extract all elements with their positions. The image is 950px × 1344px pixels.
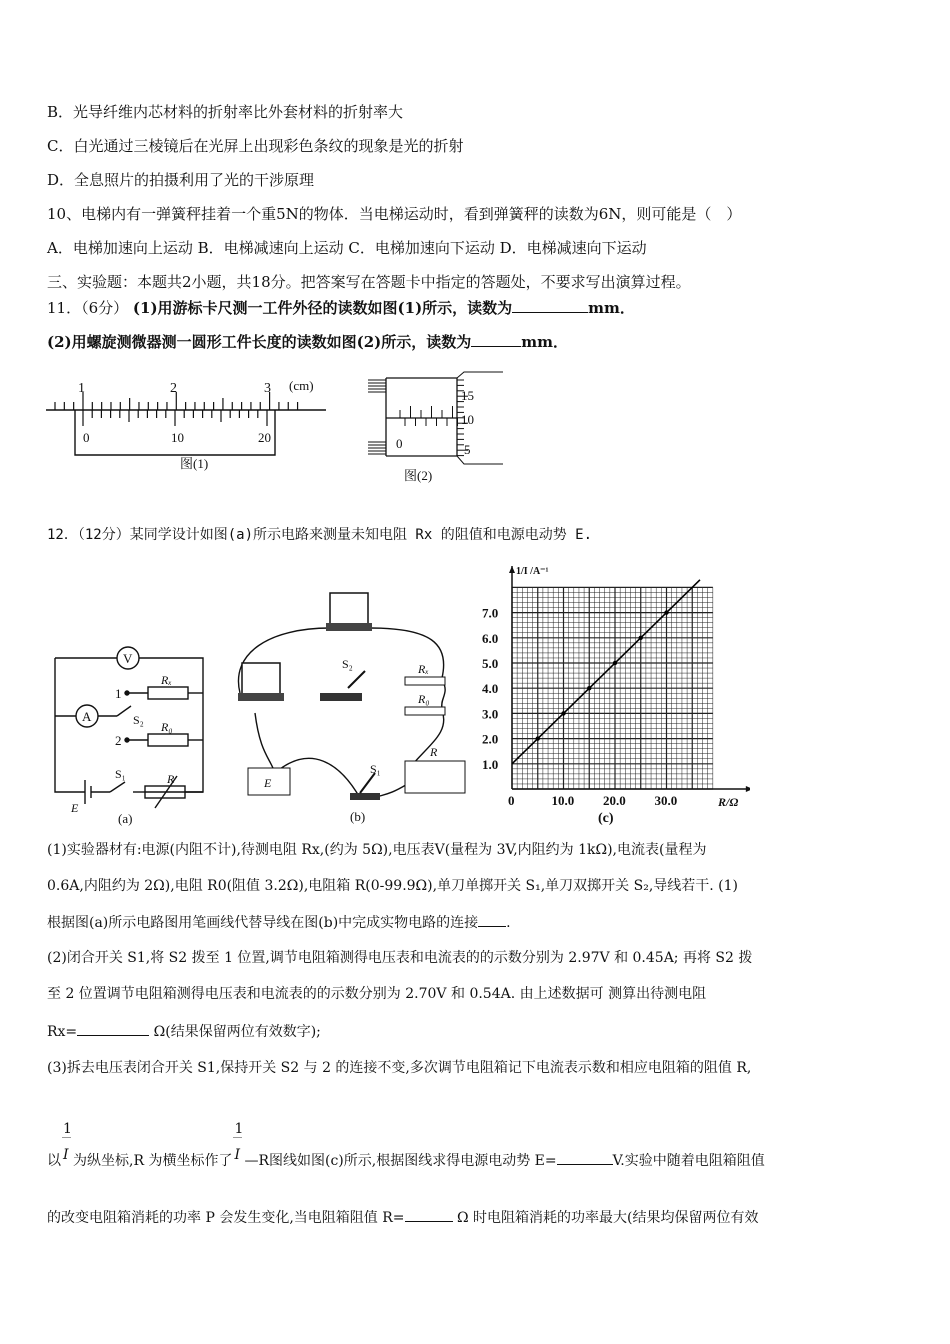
rx-label: Rₓ <box>161 673 172 687</box>
x-axis-arrow <box>746 786 750 792</box>
circuit-diagram-a <box>45 640 225 830</box>
q11-part2: (2)用螺旋测微器测一圆形工件长度的读数如图(2)所示，读数为 <box>47 333 472 351</box>
thimble-label: 5 <box>464 442 471 457</box>
x-tick-label: 20.0 <box>603 793 626 808</box>
y-tick-label: 1.0 <box>482 756 499 772</box>
ammeter-label: A <box>82 709 92 724</box>
figure-caption: (a) <box>118 811 133 826</box>
q10-options: A．电梯加速向上运动 B．电梯减速向上运动 C．电梯加速向下运动 D．电梯减速向下运动 <box>47 239 647 257</box>
r0-label: R₀ <box>418 692 430 706</box>
switch-position-label: 2 <box>115 733 122 748</box>
data-point <box>664 610 668 614</box>
y-axis-label: 1/I /A⁻¹ <box>516 566 549 577</box>
y-axis-arrow <box>509 566 515 573</box>
unit-label: (cm) <box>289 378 314 393</box>
rx-unit-note: Ω(结果保留两位有效数字); <box>153 1024 321 1040</box>
physical-circuit-b <box>230 583 480 828</box>
main-scale-label: 1 <box>78 381 85 396</box>
q12-p2-line3 <box>47 1021 321 1042</box>
q11-unit2: mm． <box>521 333 569 351</box>
answer-blank[interactable] <box>512 298 588 313</box>
denominator: I <box>63 1147 69 1163</box>
e-label: E <box>264 776 272 790</box>
y-tick-label: 7.0 <box>482 605 499 621</box>
text: V.实验中随着电阻箱阻值 <box>612 1153 765 1169</box>
rx-equals: Rx= <box>47 1024 78 1040</box>
data-point <box>536 736 540 740</box>
numerator: 1 <box>234 1121 244 1137</box>
answer-blank[interactable] <box>557 1150 613 1165</box>
micrometer-figure <box>360 370 510 490</box>
y-tick-label: 4.0 <box>482 681 499 697</box>
data-point <box>587 686 591 690</box>
answer-blank[interactable] <box>471 332 521 347</box>
q12-p3-line3 <box>47 1207 758 1228</box>
figure-caption: (b) <box>350 809 366 824</box>
r-label: R <box>167 772 175 786</box>
switch-s2-icon <box>320 693 362 701</box>
s1-label: S₁ <box>115 767 126 781</box>
q9-option-b: B．光导纤维内芯材料的折射率比外套材料的折射率大 <box>47 103 404 121</box>
q12-p1-line3 <box>47 912 511 933</box>
section-3-heading: 三、实验题：本题共2小题，共18分。把答案写在答题卡中指定的答题处，不要求写出演算过程。 <box>47 273 691 291</box>
resistor-r0-icon <box>405 707 445 715</box>
e-label: E <box>71 801 79 815</box>
y-tick-label: 6.0 <box>482 630 499 646</box>
q9-option-d: D．全息照片的拍摄利用了光的干涉原理 <box>47 171 315 189</box>
vernier-label: 20 <box>258 430 271 445</box>
chart-caption: (c) <box>598 811 614 826</box>
q12-p2-line2: 至 2 位置调节电阻箱测得电压表和电流表的的示数分别为 2.70V 和 0.54A. 由上述数据可 测算出待测电阻 <box>47 986 707 1002</box>
voltmeter-label: V <box>123 651 133 666</box>
x-tick-label: 0 <box>508 793 515 808</box>
main-scale-label: 3 <box>264 381 271 396</box>
text: 的改变电阻箱消耗的功率 P 会发生变化,当电阻箱阻值 R= <box>47 1210 405 1226</box>
y-tick-label: 2.0 <box>482 731 499 747</box>
q12-p2-line1: (2)闭合开关 S1,将 S2 拨至 1 位置,调节电阻箱测得电压表和电流表的的示数分别为 2.97V 和 0.45A; 再将 S2 拨 <box>47 950 753 966</box>
switch-position-label: 1 <box>115 686 122 701</box>
q12-p1-line3-text: 根据图(a)所示电路图用笔画线代替导线在图(b)中完成实物电路的连接 <box>47 915 479 931</box>
r-label: R <box>430 745 438 759</box>
chart-c <box>480 560 750 830</box>
fraction-1-over-i <box>232 1121 244 1165</box>
data-point <box>613 661 617 665</box>
s2-label: S₂ <box>342 657 353 671</box>
x-axis-label: R/Ω <box>718 795 739 809</box>
vernier-label: 0 <box>83 430 90 445</box>
q11-unit1: mm． <box>588 299 635 317</box>
vernier-label: 10 <box>171 430 184 445</box>
q12-p1-line2: 0.6A,内阻约为 2Ω),电阻 R0(阻值 3.2Ω),电阻箱 R(0-99.9Ω),单刀单掷开关 S₁,单刀双掷开关 S₂,导线若干. (1) <box>47 878 739 894</box>
text: —R图线如图(c)所示,根据图线求得电源电动势 E= <box>244 1153 557 1169</box>
q12-stem: 12．（12分）某同学设计如图(a)所示电路来测量未知电阻 Rx 的阻值和电源电动势 E. <box>47 527 593 543</box>
answer-blank[interactable] <box>77 1021 149 1036</box>
q11-part2-line <box>47 332 568 352</box>
q9-option-c: C．白光通过三棱镜后在光屏上出现彩色条纹的现象是光的折射 <box>47 137 464 155</box>
x-tick-label: 10.0 <box>551 793 575 808</box>
text: Ω 时电阻箱消耗的功率最大(结果均保留两位有效 <box>452 1210 759 1226</box>
figure-caption: 图(2) <box>404 468 433 483</box>
r0-label: R₀ <box>161 720 173 734</box>
answer-blank[interactable] <box>478 912 506 927</box>
y-tick-label: 5.0 <box>482 656 499 671</box>
rx-label: Rₓ <box>418 662 429 676</box>
sleeve-label: 0 <box>396 436 403 451</box>
switch-s1-icon <box>350 793 380 800</box>
q11-number: 11．（6分） <box>47 299 133 317</box>
q10-stem: 10、电梯内有一弹簧秤挂着一个重5N的物体．当电梯运动时，看到弹簧秤的读数为6N，则可能是（ ） <box>47 205 742 223</box>
s2-label: S₂ <box>133 713 144 727</box>
q11-stem <box>47 298 635 318</box>
denominator: I <box>234 1147 240 1163</box>
x-tick-label: 30.0 <box>654 793 678 808</box>
data-point <box>639 636 643 640</box>
s1-label: S₁ <box>370 762 381 776</box>
period: . <box>506 915 511 931</box>
resistor-rx-icon <box>405 677 445 685</box>
q11-part1: (1)用游标卡尺测一工件外径的读数如图(1)所示，读数为 <box>132 299 513 317</box>
numerator: 1 <box>63 1121 72 1137</box>
data-point <box>561 711 565 715</box>
answer-blank[interactable] <box>405 1207 453 1222</box>
vernier-caliper-figure <box>40 370 340 480</box>
ammeter-icon <box>242 663 280 695</box>
resistance-box-icon <box>405 761 465 793</box>
y-tick-label: 3.0 <box>482 706 499 722</box>
text: 以 <box>47 1153 61 1169</box>
q12-p3-line1: (3)拆去电压表闭合开关 S1,保持开关 S2 与 2 的连接不变,多次调节电阻箱记下电流表示数和相应电阻箱的阻值 R, <box>47 1060 752 1076</box>
thimble-label: 15 <box>461 388 474 403</box>
text: 为纵坐标,R 为横坐标作了 <box>73 1153 233 1169</box>
q12-p3-line2 <box>47 1121 765 1171</box>
fraction-1-over-i <box>61 1121 73 1165</box>
voltmeter-icon <box>330 593 368 625</box>
main-scale-label: 2 <box>170 381 177 396</box>
figure-caption: 图(1) <box>180 456 209 471</box>
thimble-label: 10 <box>461 412 474 427</box>
q12-p1-line1: (1)实验器材有:电源(内阻不计),待测电阻 Rx,(约为 5Ω),电压表V(量程为 3V,内阻约为 1kΩ),电流表(量程为 <box>47 842 707 858</box>
